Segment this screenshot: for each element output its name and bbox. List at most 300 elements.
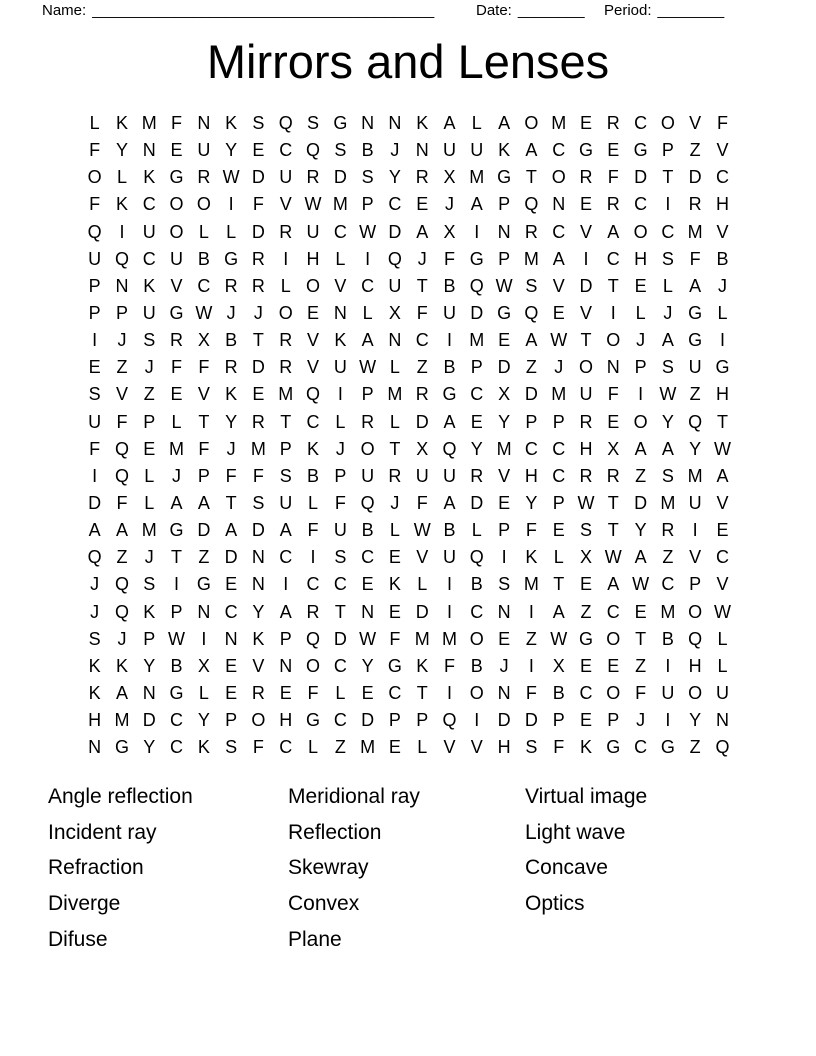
grid-letter: Z: [635, 655, 647, 676]
grid-letter: G: [196, 574, 211, 595]
grid-letter: Q: [524, 302, 539, 323]
grid-letter: F: [444, 248, 455, 269]
grid-letter: O: [606, 682, 621, 703]
grid-letter: C: [142, 248, 156, 269]
grid-letter: U: [333, 357, 347, 378]
grid-letter: Q: [278, 113, 293, 133]
grid-letter: K: [197, 737, 210, 758]
grid-letter: X: [552, 655, 565, 676]
grid-letter: U: [388, 275, 402, 296]
grid-letter: A: [661, 438, 674, 459]
grid-letter: V: [716, 492, 729, 513]
grid-letter: Z: [525, 628, 537, 649]
grid-letter: C: [279, 737, 293, 758]
grid-letter: A: [552, 601, 565, 622]
grid-letter: D: [634, 492, 648, 513]
grid-letter: D: [142, 710, 156, 731]
grid-letter: A: [416, 221, 429, 242]
grid-letter: P: [661, 140, 674, 161]
grid-letter: L: [553, 547, 564, 568]
grid-letter: D: [251, 167, 265, 188]
grid-letter: T: [662, 167, 674, 188]
grid-letter: D: [470, 302, 484, 323]
grid-letter: Y: [525, 492, 538, 513]
grid-letter: R: [661, 520, 675, 541]
grid-letter: D: [388, 221, 402, 242]
date-blank-line: ________: [517, 2, 585, 19]
grid-letter: V: [552, 275, 565, 296]
grid-letter: R: [251, 248, 265, 269]
grid-letter: X: [443, 221, 456, 242]
grid-letter: F: [116, 411, 128, 432]
grid-letter: J: [445, 194, 454, 215]
grid-letter: S: [334, 547, 347, 568]
grid-letter: D: [251, 520, 265, 541]
grid-letter: C: [224, 601, 238, 622]
grid-letter: M: [523, 248, 539, 269]
grid-letter: J: [417, 248, 427, 269]
grid-letter: H: [497, 737, 511, 758]
grid-letter: P: [552, 411, 565, 432]
grid-letter: R: [524, 221, 538, 242]
grid-letter: G: [169, 520, 184, 541]
grid-letter: F: [444, 655, 455, 676]
grid-letter: D: [634, 167, 648, 188]
grid-letter: E: [607, 655, 620, 676]
grid-letter: I: [365, 248, 371, 269]
grid-letter: U: [142, 302, 156, 323]
grid-letter: R: [606, 194, 620, 215]
grid-letter: Q: [87, 221, 102, 242]
grid-letter: D: [361, 710, 375, 731]
grid-letter: J: [226, 302, 236, 323]
grid-letter: E: [170, 384, 183, 405]
grid-letter: F: [334, 492, 346, 513]
grid-letter: C: [661, 574, 675, 595]
grid-letter: C: [279, 547, 293, 568]
grid-letter: R: [224, 357, 238, 378]
grid-row: [81, 626, 736, 653]
grid-letter: I: [638, 384, 644, 405]
grid-letter: C: [170, 737, 184, 758]
grid-letter: W: [550, 330, 568, 351]
grid-letter: T: [280, 411, 292, 432]
grid-letter: U: [197, 140, 211, 161]
grid-letter: A: [279, 601, 292, 622]
grid-letter: U: [470, 140, 484, 161]
grid-letter: S: [525, 275, 538, 296]
grid-letter: E: [579, 655, 592, 676]
grid-letter: U: [715, 682, 729, 703]
grid-letter: Q: [387, 248, 402, 269]
grid-letter: P: [525, 411, 538, 432]
grid-letter: H: [306, 248, 320, 269]
word-item: Refraction: [48, 856, 144, 880]
grid-letter: I: [201, 628, 207, 649]
grid-letter: R: [224, 275, 238, 296]
grid-letter: I: [92, 330, 98, 351]
grid-letter: I: [92, 465, 98, 486]
grid-letter: M: [660, 492, 676, 513]
grid-letter: T: [198, 411, 210, 432]
grid-letter: F: [416, 302, 428, 323]
grid-letter: X: [197, 330, 210, 351]
grid-letter: D: [470, 492, 484, 513]
date-label: Date:: [476, 2, 512, 19]
grid-letter: J: [90, 574, 100, 595]
grid-letter: Q: [306, 384, 321, 405]
grid-letter: F: [689, 248, 701, 269]
grid-letter: F: [716, 113, 728, 133]
grid-letter: Q: [360, 492, 375, 513]
grid-letter: E: [634, 275, 647, 296]
grid-letter: D: [251, 221, 265, 242]
grid-letter: W: [713, 601, 731, 622]
grid-letter: A: [552, 248, 565, 269]
grid-letter: C: [306, 574, 320, 595]
grid-letter: A: [279, 520, 292, 541]
grid-letter: S: [88, 384, 101, 405]
grid-letter: D: [524, 384, 538, 405]
grid-letter: G: [306, 710, 321, 731]
grid-letter: J: [117, 628, 127, 649]
grid-letter: Q: [114, 438, 129, 459]
grid-letter: U: [443, 302, 456, 323]
grid-letter: D: [415, 601, 429, 622]
grid-letter: R: [361, 411, 375, 432]
grid-letter: Y: [143, 737, 156, 758]
grid-letter: G: [442, 384, 457, 405]
grid-letter: R: [170, 330, 184, 351]
grid-row: [81, 219, 736, 246]
grid-letter: O: [278, 302, 293, 323]
grid-letter: P: [334, 465, 347, 486]
grid-letter: R: [251, 411, 265, 432]
grid-letter: J: [335, 438, 345, 459]
grid-letter: Q: [114, 465, 129, 486]
grid-letter: Y: [252, 601, 265, 622]
grid-letter: K: [579, 737, 592, 758]
grid-letter: E: [388, 737, 401, 758]
grid-letter: I: [665, 710, 671, 731]
grid-letter: I: [447, 682, 453, 703]
grid-letter: V: [307, 330, 320, 351]
grid-letter: T: [171, 547, 183, 568]
grid-letter: N: [251, 574, 265, 595]
grid-letter: P: [361, 384, 374, 405]
grid-letter: Q: [87, 547, 102, 568]
grid-letter: S: [334, 140, 347, 161]
grid-letter: S: [579, 520, 592, 541]
grid-row: [81, 246, 736, 273]
grid-letter: O: [360, 438, 375, 459]
grid-letter: C: [470, 601, 484, 622]
grid-letter: Y: [225, 411, 238, 432]
grid-letter: P: [607, 710, 620, 731]
grid-letter: V: [416, 547, 429, 568]
grid-letter: I: [692, 520, 698, 541]
grid-letter: L: [635, 302, 646, 323]
grid-letter: P: [88, 275, 101, 296]
grid-row: [81, 381, 736, 408]
grid-letter: G: [578, 140, 593, 161]
grid-letter: H: [279, 710, 293, 731]
grid-letter: T: [525, 167, 537, 188]
grid-letter: I: [528, 655, 534, 676]
grid-letter: Q: [688, 411, 703, 432]
grid-letter: I: [228, 194, 234, 215]
grid-letter: N: [197, 601, 211, 622]
grid-letter: F: [252, 737, 264, 758]
grid-letter: C: [715, 547, 729, 568]
grid-letter: C: [197, 275, 211, 296]
grid-row: [81, 327, 736, 354]
grid-letter: P: [143, 411, 156, 432]
grid-letter: B: [361, 520, 374, 541]
grid-letter: P: [416, 710, 429, 731]
grid-letter: U: [688, 357, 702, 378]
grid-letter: F: [198, 438, 210, 459]
grid-letter: X: [197, 655, 210, 676]
grid-letter: L: [308, 737, 319, 758]
grid-letter: E: [88, 357, 101, 378]
grid-letter: N: [333, 302, 347, 323]
grid-letter: A: [498, 113, 511, 133]
grid-letter: P: [279, 438, 292, 459]
grid-letter: J: [172, 465, 182, 486]
grid-letter: S: [361, 167, 374, 188]
grid-letter: K: [416, 655, 429, 676]
grid-letter: C: [142, 194, 156, 215]
grid-letter: K: [334, 330, 347, 351]
grid-letter: Z: [689, 384, 701, 405]
grid-letter: M: [551, 113, 567, 133]
grid-letter: C: [552, 465, 566, 486]
grid-letter: T: [580, 330, 592, 351]
grid-letter: U: [361, 465, 375, 486]
grid-letter: N: [497, 601, 511, 622]
grid-letter: N: [115, 275, 129, 296]
grid-letter: P: [170, 601, 183, 622]
grid-letter: F: [252, 465, 264, 486]
grid-letter: G: [715, 357, 730, 378]
grid-letter: X: [498, 384, 511, 405]
grid-letter: C: [634, 194, 648, 215]
grid-letter: I: [610, 302, 616, 323]
grid-letter: C: [634, 737, 648, 758]
grid-row: [81, 517, 736, 544]
grid-letter: M: [360, 737, 376, 758]
grid-letter: E: [225, 574, 238, 595]
grid-letter: T: [716, 411, 728, 432]
grid-letter: Q: [306, 140, 321, 161]
grid-letter: Z: [580, 601, 592, 622]
grid-letter: Z: [334, 737, 346, 758]
grid-letter: E: [579, 194, 592, 215]
grid-letter: C: [415, 330, 429, 351]
grid-letter: X: [388, 302, 401, 323]
grid-letter: O: [469, 628, 484, 649]
grid-letter: M: [442, 628, 457, 649]
grid-letter: A: [361, 330, 374, 351]
grid-letter: O: [87, 167, 102, 188]
grid-letter: E: [634, 601, 647, 622]
grid-letter: K: [88, 682, 101, 703]
word-item: Concave: [525, 856, 608, 880]
grid-letter: J: [499, 655, 509, 676]
grid-letter: L: [171, 411, 182, 432]
grid-letter: G: [497, 302, 512, 323]
grid-row: [81, 273, 736, 300]
grid-letter: C: [306, 411, 320, 432]
grid-letter: Q: [469, 275, 484, 296]
grid-letter: Y: [225, 140, 238, 161]
grid-letter: W: [604, 547, 622, 568]
grid-letter: B: [443, 520, 456, 541]
grid-letter: G: [578, 628, 593, 649]
grid-letter: V: [498, 465, 511, 486]
grid-letter: Y: [661, 411, 674, 432]
grid-row: [81, 137, 736, 164]
grid-letter: X: [579, 547, 592, 568]
grid-letter: J: [663, 302, 673, 323]
grid-letter: U: [688, 492, 702, 513]
grid-letter: V: [115, 384, 128, 405]
grid-letter: M: [469, 167, 485, 188]
grid-letter: V: [579, 302, 592, 323]
grid-row: [81, 409, 736, 436]
grid-letter: K: [143, 167, 156, 188]
grid-letter: Q: [442, 710, 457, 731]
grid-letter: E: [225, 655, 238, 676]
grid-letter: H: [715, 194, 729, 215]
grid-letter: D: [251, 357, 265, 378]
grid-letter: L: [116, 167, 127, 188]
grid-letter: N: [197, 113, 211, 133]
grid-letter: O: [606, 330, 621, 351]
grid-letter: C: [333, 221, 347, 242]
grid-letter: K: [115, 113, 128, 133]
grid-letter: R: [279, 330, 293, 351]
grid-letter: L: [335, 682, 346, 703]
grid-letter: S: [498, 574, 511, 595]
grid-letter: S: [225, 737, 238, 758]
grid-letter: C: [606, 248, 620, 269]
grid-letter: P: [388, 710, 401, 731]
grid-letter: R: [579, 411, 593, 432]
grid-letter: V: [689, 113, 702, 133]
grid-row: [81, 490, 736, 517]
grid-letter: I: [447, 574, 453, 595]
grid-letter: V: [279, 194, 292, 215]
grid-letter: V: [307, 357, 320, 378]
grid-letter: A: [689, 275, 702, 296]
grid-letter: I: [337, 384, 343, 405]
grid-letter: I: [283, 248, 289, 269]
grid-letter: Z: [198, 547, 210, 568]
grid-letter: M: [169, 438, 185, 459]
grid-letter: M: [141, 113, 157, 133]
grid-letter: S: [307, 113, 320, 133]
grid-letter: I: [474, 221, 480, 242]
grid-letter: N: [361, 113, 375, 133]
grid-letter: C: [715, 167, 729, 188]
grid-letter: F: [525, 682, 537, 703]
grid-letter: E: [279, 682, 292, 703]
grid-letter: G: [606, 737, 621, 758]
grid-letter: S: [661, 248, 674, 269]
grid-letter: B: [470, 655, 483, 676]
grid-letter: U: [443, 465, 456, 486]
grid-letter: B: [307, 465, 320, 486]
grid-letter: P: [552, 492, 565, 513]
puzzle-grid: [81, 110, 736, 761]
grid-letter: E: [579, 710, 592, 731]
grid-letter: N: [388, 330, 402, 351]
grid-letter: W: [713, 438, 731, 459]
grid-letter: V: [579, 221, 592, 242]
grid-letter: P: [115, 302, 128, 323]
grid-letter: B: [661, 628, 674, 649]
grid-letter: T: [635, 628, 647, 649]
grid-letter: J: [636, 710, 646, 731]
grid-letter: W: [222, 167, 240, 188]
grid-letter: T: [225, 492, 237, 513]
grid-letter: Y: [634, 520, 647, 541]
grid-letter: Q: [524, 194, 539, 215]
grid-letter: D: [497, 710, 511, 731]
grid-letter: L: [362, 302, 373, 323]
grid-letter: F: [307, 520, 319, 541]
grid-letter: S: [661, 357, 674, 378]
grid-letter: M: [387, 384, 403, 405]
grid-letter: K: [143, 275, 156, 296]
grid-letter: D: [688, 167, 702, 188]
grid-letter: Q: [715, 737, 730, 758]
grid-letter: T: [607, 520, 619, 541]
grid-letter: Y: [361, 655, 374, 676]
grid-letter: N: [224, 628, 238, 649]
grid-letter: K: [143, 601, 156, 622]
grid-letter: O: [606, 628, 621, 649]
grid-letter: K: [525, 547, 538, 568]
grid-letter: E: [361, 574, 374, 595]
grid-letter: L: [389, 411, 400, 432]
grid-letter: U: [415, 465, 429, 486]
grid-letter: G: [688, 330, 703, 351]
word-item: Plane: [288, 927, 342, 951]
grid-letter: R: [251, 275, 265, 296]
grid-letter: E: [552, 302, 565, 323]
grid-letter: K: [88, 655, 101, 676]
grid-letter: G: [169, 682, 184, 703]
grid-letter: A: [525, 140, 538, 161]
grid-letter: N: [497, 221, 511, 242]
grid-letter: L: [417, 737, 428, 758]
grid-letter: K: [115, 194, 128, 215]
grid-letter: M: [141, 520, 157, 541]
grid-letter: P: [88, 302, 101, 323]
grid-letter: C: [524, 438, 538, 459]
grid-letter: I: [719, 330, 725, 351]
grid-letter: E: [498, 492, 511, 513]
grid-letter: V: [470, 737, 483, 758]
grid-letter: F: [607, 167, 619, 188]
grid-letter: F: [89, 140, 101, 161]
grid-letter: E: [143, 438, 156, 459]
grid-letter: M: [687, 465, 703, 486]
grid-letter: O: [169, 194, 184, 215]
